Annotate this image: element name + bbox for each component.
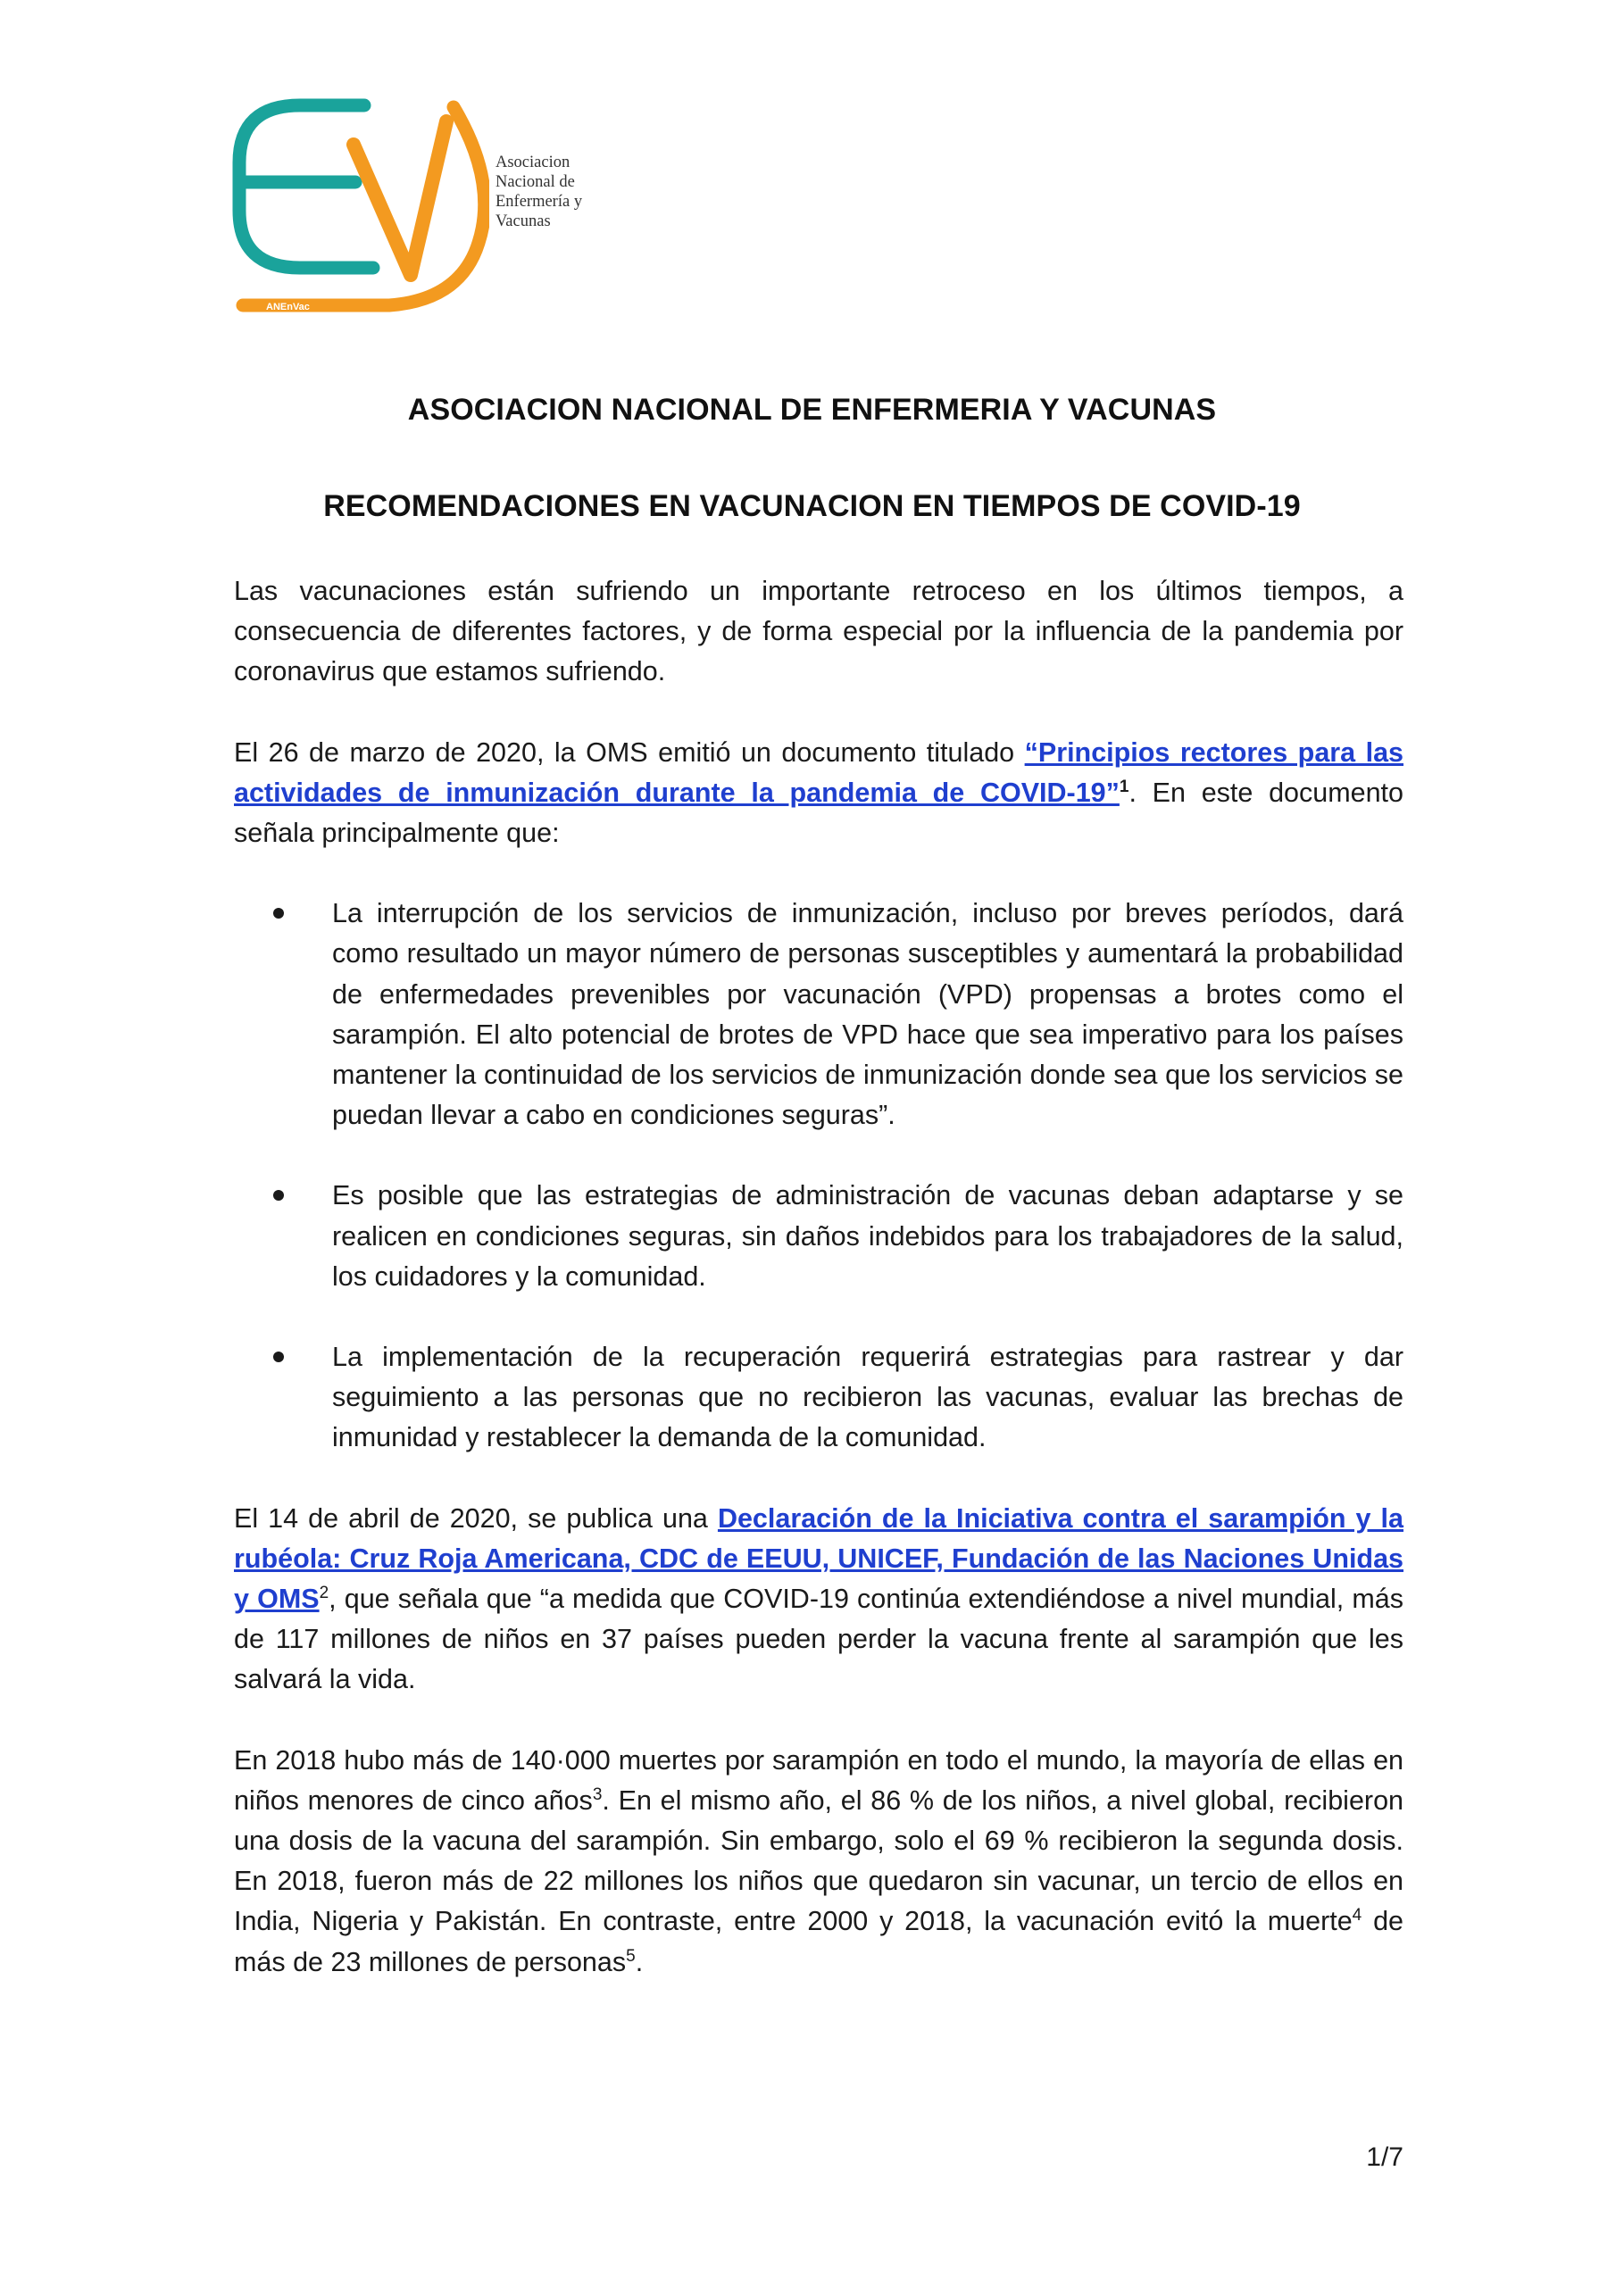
page-number: 1/7 <box>1366 2142 1403 2172</box>
paragraph-text: de más de 23 millones de personas <box>234 1906 1403 1977</box>
footnote-ref-2: 2 <box>319 1584 329 1603</box>
measles-initiative-link[interactable]: Declaración de la Iniciativa contra el sarampión y la rubéola: Cruz Roja Americana, CDC de EEUU, UNICEF, Fundación de las Naciones Unidas y OMS <box>234 1502 1403 1615</box>
paragraph-text: . En el mismo año, el 86 % de los niños, a nivel global, recibieron una dosis de la vacuna del sarampión. Sin embargo, solo el 69 % recibieron la segunda dosis. En 2018, fueron más de 22 millones los niños que quedaron sin vacunar, un tercio de ellos en India, Nigeria y Pakistán. En contraste, entre 2000 y 2018, la vacunación evitó la muerte <box>234 1784 1403 1937</box>
paragraph-text: . <box>635 1946 644 1977</box>
document-title: ASOCIACION NACIONAL DE ENFERMERIA Y VACUNAS <box>407 393 1217 427</box>
paragraph-text: El 14 de abril de 2020, se publica una <box>234 1502 718 1534</box>
document-subtitle: RECOMENDACIONES EN VACUNACION EN TIEMPOS DE COVID-19 <box>323 489 1301 523</box>
logo-org-line: Nacional de <box>496 173 575 191</box>
paragraph-intro: Las vacunaciones están sufriendo un importante retroceso en los últimos tiempos, a consecuencia de diferentes factores, y de forma especial por la influencia de la pandemia por coronavirus que estamos sufriendo. <box>234 576 1403 687</box>
logo-org-name <box>496 153 638 231</box>
paragraph-text: , que señala que “a medida que COVID-19 continúa extendiéndose a nivel mundial, más de 117 millones de niños en 37 países pueden perder la vacuna frente al sarampión que les salvará la vida. <box>234 1584 1403 1695</box>
paragraph-declaration <box>234 1499 1403 1701</box>
paragraph-text: El 26 de marzo de 2020, la OMS emitió un documento titulado <box>234 736 1025 768</box>
footnote-ref-3: 3 <box>592 1784 603 1804</box>
bullet-list <box>234 894 1403 1458</box>
logo-org-line: Vacunas <box>496 212 551 230</box>
footnote-ref-4: 4 <box>1352 1906 1362 1926</box>
anev-logo-icon <box>230 93 489 318</box>
logo-v-stroke <box>354 121 446 275</box>
bullet-icon <box>273 1190 284 1201</box>
paragraph-oms <box>234 733 1403 854</box>
list-item-text: La implementación de la recuperación requerirá estrategias para rastrear y dar seguimiento a las personas que no recibieron las vacunas, evaluar las brechas de inmunidad y restablecer la demanda de la comunidad. <box>332 1342 1403 1453</box>
paragraph-statistics <box>234 1741 1403 1983</box>
list-item <box>332 1176 1403 1297</box>
logo-org-line: Enfermería y <box>496 193 583 211</box>
logo-tag: ANEnVac <box>266 302 310 312</box>
oms-guidelines-link[interactable]: “Principios rectores para las actividades de inmunización durante la pandemia de COVID-19” <box>234 736 1404 808</box>
logo-org-line: Asociacion <box>496 154 570 171</box>
bullet-icon <box>273 1352 284 1362</box>
document-body <box>234 571 1403 1983</box>
paragraph-text: . En este documento señala principalmente que: <box>234 777 1403 849</box>
list-item <box>332 894 1403 1136</box>
footnote-ref-5: 5 <box>626 1946 636 1966</box>
paragraph-text: En 2018 hubo más de 140·000 muertes por sarampión en todo el mundo, la mayoría de ellas en niños menores de cinco años <box>234 1744 1403 1816</box>
bullet-icon <box>273 908 284 919</box>
list-item-text: Es posible que las estrategias de administración de vacunas deban adaptarse y se realicen en condiciones seguras, sin daños indebidos para los trabajadores de la salud, los cuidadores y la comunidad. <box>332 1180 1403 1292</box>
list-item <box>332 1337 1403 1459</box>
footnote-ref-1: 1 <box>1119 777 1129 796</box>
list-item-text: La interrupción de los servicios de inmunización, incluso por breves períodos, dará como resultado un mayor número de personas susceptibles y aumentará la probabilidad de enfermedades prevenibles por vacunación (VPD) propensas a brotes como el sarampión. El alto potencial de brotes de VPD hace que sea imperativo para los países mantener la continuidad de los servicios de inmunización donde sea que los servicios se puedan llevar a cabo en condiciones seguras”. <box>332 898 1403 1131</box>
